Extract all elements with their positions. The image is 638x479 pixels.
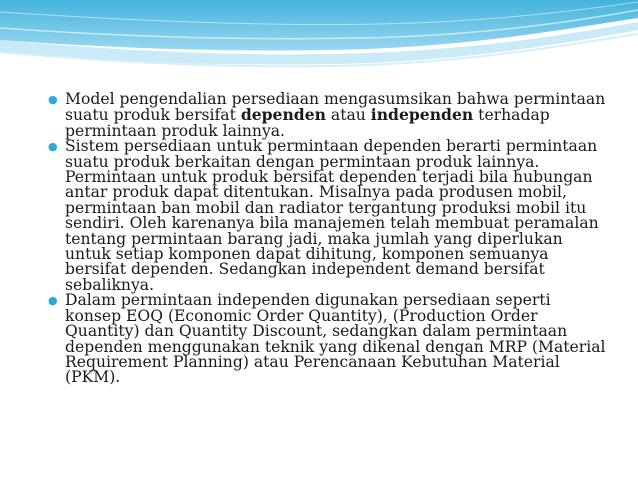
- wave-header-decoration: [0, 0, 638, 80]
- bullet-text-end: terhadap permintaan produk lainnya.: [65, 106, 550, 140]
- bullet-item: [48, 139, 608, 293]
- slide-content: [48, 92, 608, 386]
- bullet-text-start: Model pengendalian persediaan mengasumsikan bahwa permintaan suatu produk bersifat: [65, 90, 606, 125]
- bold-term-dependen: dependen: [240, 105, 326, 125]
- bullet-text: Sistem persediaan untuk permintaan dependen berarti permintaan suatu produk berkaitan dengan permintaan produk lainnya. Permintaan untuk produk bersifat dependen terjadi bila hubungan antar produk dapat ditentukan. Misalnya pada produsen mobil, permintaan ban mobil dan radiator tergantung produksi mobil itu sendiri. Oleh karenanya bila manajemen telah membuat peramalan tentang permintaan barang jadi, maka jumlah yang diperlukan untuk setiap komponen dapat dihitung, komponen semuanya bersifat dependen. Sedangkan independent demand bersifat sebaliknya.: [65, 137, 599, 294]
- bullet-text-middle: atau: [325, 106, 371, 125]
- bullet-list: [48, 92, 608, 386]
- bullet-icon: ●: [48, 294, 58, 308]
- bold-term-independen: independen: [370, 105, 474, 125]
- bullet-item: [48, 293, 608, 385]
- bullet-item: [48, 92, 608, 139]
- bullet-icon: ●: [48, 93, 58, 106]
- bullet-text: Dalam permintaan independen digunakan persediaan seperti konsep EOQ (Economic Order Quantity), (Production Order Quantity) dan Quantity Discount, sedangkan dalam permintaan dependen menggunakan teknik yang dikenal dengan MRP (Material Requirement Planning) atau Perencanaan Kebutuhan Material (PKM).: [65, 291, 606, 387]
- bullet-icon: ●: [48, 140, 58, 154]
